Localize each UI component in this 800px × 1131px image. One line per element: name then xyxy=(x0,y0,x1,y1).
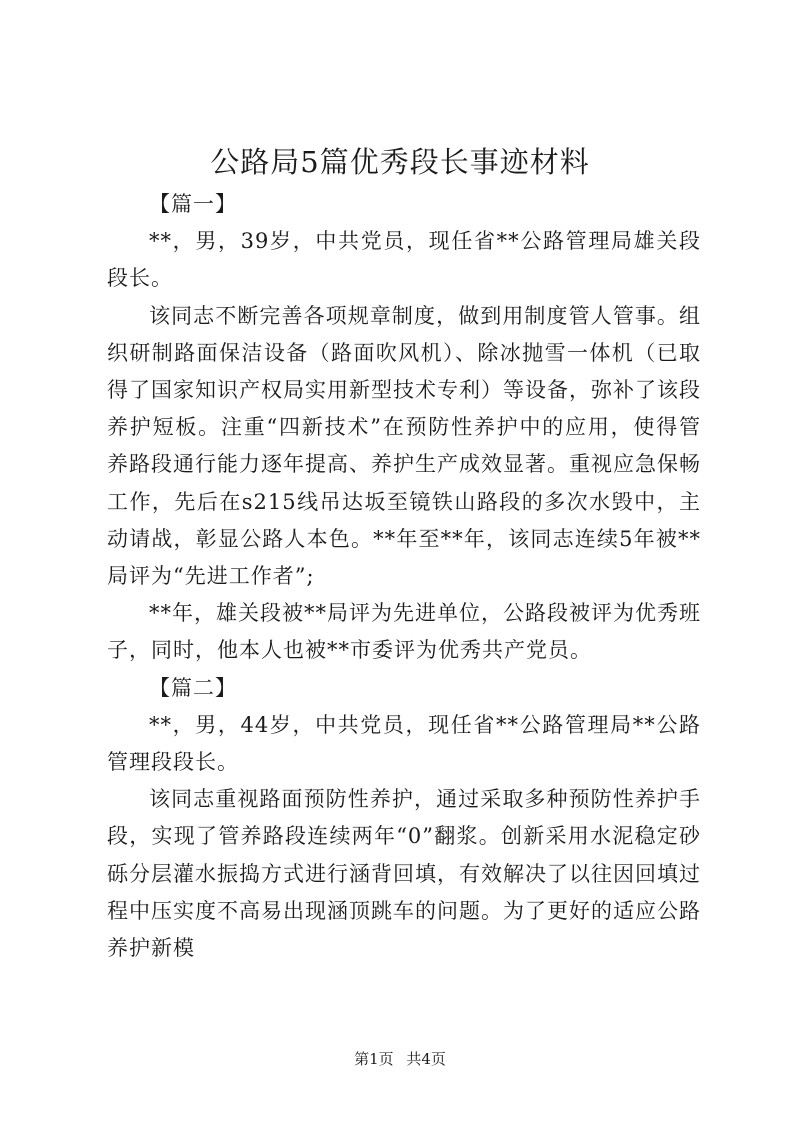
document-body xyxy=(107,186,701,967)
paragraph: 该同志重视路面预防性养护，通过采取多种预防性养护手段，实现了管养路段连续两年“0”翻浆。创新采用水泥稳定砂砾分层灌水振捣方式进行涵背回填，有效解决了以往因回填过程中压实度不高易出现涵顶跳车的问题。为了更好的适应公路养护新模 xyxy=(107,787,701,961)
paragraph: 该同志不断完善各项规章制度，做到用制度管人管事。组织研制路面保洁设备（路面吹风机）、除冰抛雪一体机（已取得了国家知识产权局实用新型技术专利）等设备，弥补了该段养护短板。注重“四新技术”在预防性养护中的应用，使得管养路段通行能力逐年提高、养护生产成效显著。重视应急保畅工作，先后在s215线吊达坂至镜铁山路段的多次水毁中，主动请战，彰显公路人本色。**年至**年，该同志连续5年被**局评为“先进工作者”; xyxy=(107,303,701,589)
page-total: 共4页 xyxy=(406,1050,446,1068)
page-footer xyxy=(0,1048,800,1069)
section-heading-1: 【篇一】 xyxy=(149,192,237,216)
page-number: 第1页 xyxy=(354,1050,394,1068)
document-title: 公路局5篇优秀段长事迹材料 xyxy=(210,145,590,179)
section-heading-2: 【篇二】 xyxy=(149,675,237,700)
paragraph: **，男，39岁，中共党员，现任省**公路管理局雄关段段长。 xyxy=(107,229,701,291)
paragraph: **年，雄关段被**局评为先进单位，公路段被评为优秀班子，同时，他本人也被**市委评为优秀共产党员。 xyxy=(107,601,701,663)
paragraph: **，男，44岁，中共党员，现任省**公路管理局**公路管理段段长。 xyxy=(107,712,701,775)
